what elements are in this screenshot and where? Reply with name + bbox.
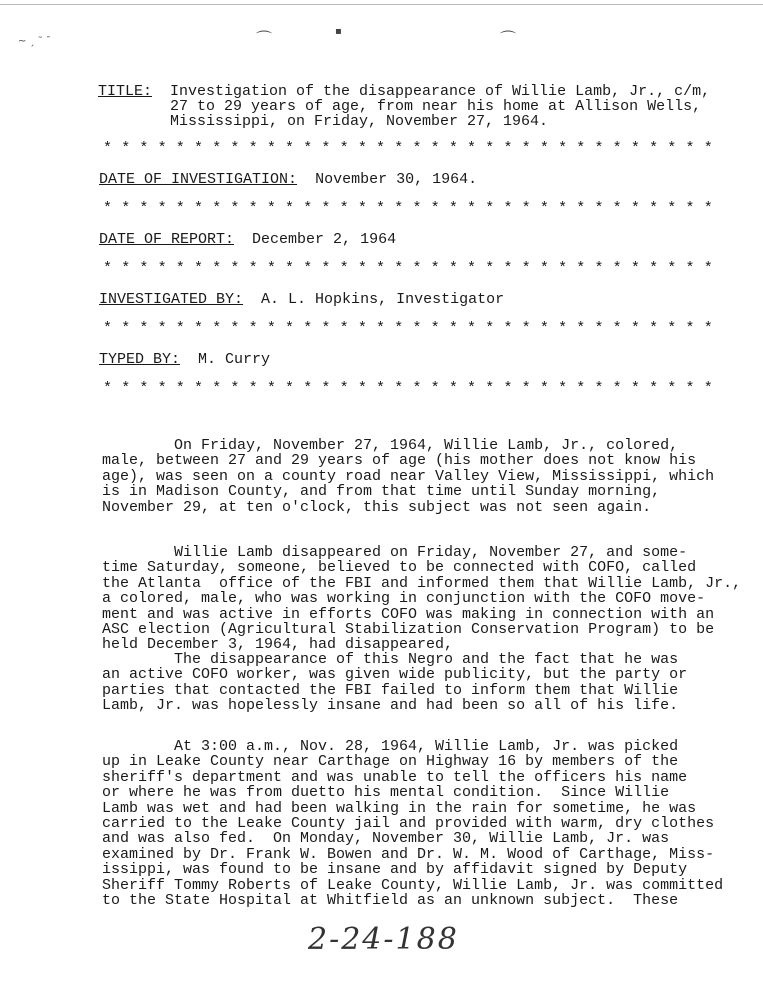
paragraph-line: to the State Hospital at Whitfield as an unknown subject. These	[102, 892, 679, 910]
paragraph-line: Lamb, Jr. was hopelessly insane and had been so all of his life.	[102, 697, 679, 715]
separator: * * * * * * * * * * * * * * * * * * * * * * * * * * * * * * * * * *	[103, 320, 713, 337]
handwritten-document-number: 2-24-188	[308, 922, 459, 957]
separator: * * * * * * * * * * * * * * * * * * * * * * * * * * * * * * * * * *	[103, 260, 713, 277]
paragraph-line: an active COFO worker, was given wide publicity, but the party or	[102, 666, 688, 684]
paragraph-line: the Atlanta office of the FBI and informed them that Willie Lamb, Jr.,	[102, 574, 742, 592]
paragraph-line: or where he was from duetto his mental condition. Since Willie	[102, 784, 670, 802]
date-of-investigation: DATE OF INVESTIGATION: November 30, 1964.	[99, 171, 478, 188]
paragraph	[102, 545, 741, 653]
paragraph-line: a colored, male, who was working in conjunction with the COFO move-	[102, 590, 706, 608]
scan-mark: ▪	[335, 26, 342, 37]
paragraph-line: Willie Lamb disappeared on Friday, November 27, and some-	[102, 544, 688, 561]
paragraph-line: male, between 27 and 29 years of age (his mother does not know his	[102, 452, 697, 470]
paragraph	[102, 739, 723, 908]
paragraph	[102, 438, 714, 515]
paragraph-line: age), was seen on a county road near Valley View, Mississippi, which	[102, 467, 715, 485]
investigated-by: INVESTIGATED BY: A. L. Hopkins, Investigator	[99, 291, 505, 308]
date-of-report: DATE OF REPORT: December 2, 1964	[99, 231, 397, 248]
separator: * * * * * * * * * * * * * * * * * * * * * * * * * * * * * * * * * *	[103, 380, 713, 397]
scan-mark: ⌒	[500, 29, 517, 48]
title-line: Mississippi, on Friday, November 27, 1964.	[170, 113, 549, 130]
paragraph-line: ASC election (Agricultural Stabilization Conservation Program) to be	[102, 621, 715, 639]
paragraph-line: At 3:00 a.m., Nov. 28, 1964, Willie Lamb, Jr. was picked	[102, 738, 679, 755]
paragraph-line: Sheriff Tommy Roberts of Leake County, Willie Lamb, Jr. was committed	[102, 876, 724, 894]
paragraph-line: sheriff's department and was unable to tell the officers his name	[102, 768, 688, 786]
paragraph-line: time Saturday, someone, believed to be connected with COFO, called	[102, 559, 697, 577]
scan-edge	[0, 4, 763, 5]
paragraph	[102, 652, 687, 714]
scan-mark: ~ ˏ ˜ ˉ	[18, 36, 51, 47]
separator: * * * * * * * * * * * * * * * * * * * * * * * * * * * * * * * * * *	[103, 200, 713, 217]
title-line: 27 to 29 years of age, from near his home at Allison Wells,	[170, 98, 702, 115]
paragraph-line: up in Leake County near Carthage on Highway 16 by members of the	[102, 753, 679, 771]
title-line: Investigation of the disappearance of Willie Lamb, Jr., c/m,	[170, 83, 711, 100]
scan-mark: ⌒	[256, 29, 273, 48]
paragraph-line: held December 3, 1964, had disappeared,	[102, 636, 454, 654]
separator: * * * * * * * * * * * * * * * * * * * * * * * * * * * * * * * * * *	[103, 140, 713, 157]
paragraph-line: issippi, was found to be insane and by affidavit signed by Deputy	[102, 861, 688, 879]
paragraph-line: and was also fed. On Monday, November 30, Willie Lamb, Jr. was	[102, 830, 670, 848]
paragraph-line: ment and was active in efforts COFO was making in connection with an	[102, 605, 715, 623]
paragraph-line: parties that contacted the FBI failed to inform them that Willie	[102, 681, 679, 699]
title-label: TITLE:	[98, 83, 153, 100]
paragraph-line: November 29, at ten o'clock, this subject was not seen again.	[102, 498, 652, 516]
paragraph-line: Lamb was wet and had been walking in the rain for sometime, he was	[102, 799, 697, 817]
paragraph-line: On Friday, November 27, 1964, Willie Lamb, Jr., colored,	[102, 437, 679, 454]
paragraph-line: is in Madison County, and from that time until Sunday morning,	[102, 483, 661, 501]
paragraph-line: examined by Dr. Frank W. Bowen and Dr. W. M. Wood of Carthage, Miss-	[102, 845, 715, 863]
paragraph-line: The disappearance of this Negro and the fact that he was	[102, 651, 679, 668]
paragraph-line: carried to the Leake County jail and provided with warm, dry clothes	[102, 815, 715, 833]
typed-by: TYPED BY: M. Curry	[99, 351, 271, 368]
